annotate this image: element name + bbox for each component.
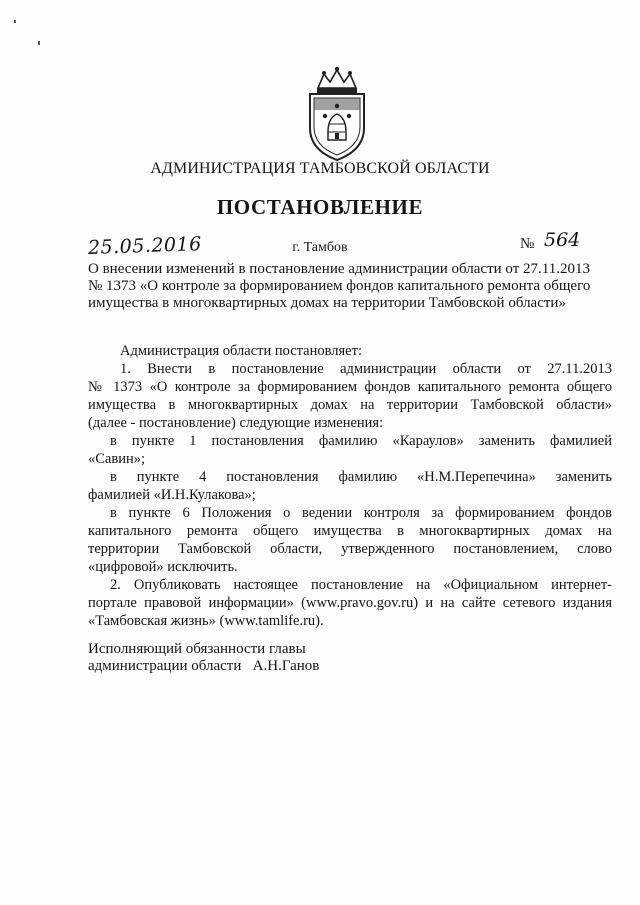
coat-of-arms-icon xyxy=(298,66,376,162)
document-body xyxy=(88,342,612,630)
body-line: (далее - постановление) следующие изменения: xyxy=(88,415,384,431)
body-line: «Тамбовская жизнь» (www.tamlife.ru). xyxy=(88,613,324,629)
subject-line: О внесении изменений в постановление администрации области от 27.11.2013 xyxy=(88,261,590,277)
subject-line: имущества в многоквартирных домах на территории Тамбовской области» xyxy=(88,295,566,311)
signature-block xyxy=(88,641,319,675)
body-line: в пункте 4 постановления фамилию «Н.М.Перепечина» заменить xyxy=(110,469,612,485)
signature-position-2: администрации области xyxy=(88,658,242,674)
body-line: фамилией «И.Н.Кулакова»; xyxy=(88,487,256,503)
body-line: в пункте 6 Положения о ведении контроля за формированием фондов xyxy=(110,505,612,521)
signatory-name: А.Н.Ганов xyxy=(252,658,320,674)
number-label: № xyxy=(520,236,535,252)
city: г. Тамбов xyxy=(292,240,348,255)
scan-speck xyxy=(38,41,40,45)
subject-line: № 1373 «О контроле за формированием фондов капитального ремонта общего xyxy=(88,278,591,294)
handwritten-date: 25.05.2016 xyxy=(87,233,203,259)
document-subject xyxy=(88,261,616,312)
body-line: в пункте 1 постановления фамилию «Караулов» заменить фамилией xyxy=(110,433,612,449)
scan-speck xyxy=(14,20,16,23)
body-line: 1. Внести в постановление администрации области от 27.11.2013 xyxy=(120,361,612,377)
body-line: капитального ремонта общего имущества в многоквартирных домах на xyxy=(88,523,612,539)
signature-line2-row xyxy=(88,658,319,675)
handwritten-number: 564 xyxy=(544,229,581,251)
body-line: территории Тамбовской области, утвержденного постановлением, слово xyxy=(88,541,612,557)
body-line: «цифровой» исключить. xyxy=(88,559,238,575)
body-line: портале правовой информации» (www.pravo.gov.ru) и на сайте сетевого издания xyxy=(88,595,612,611)
preamble: Администрация области постановляет: xyxy=(120,343,362,359)
body-line: «Савин»; xyxy=(88,451,146,467)
body-line: № 1373 «О контроле за формированием фондов капитального ремонта общего xyxy=(88,379,612,395)
body-line: 2. Опубликовать настоящее постановление на «Официальном интернет- xyxy=(110,577,612,593)
body-line: имущества в многоквартирных домах на территории Тамбовской области» xyxy=(88,397,612,413)
document-type-title: ПОСТАНОВЛЕНИЕ xyxy=(216,195,424,219)
organization-name: АДМИНИСТРАЦИЯ ТАМБОВСКОЙ ОБЛАСТИ xyxy=(150,160,490,177)
signature-position: Исполняющий обязанности главы xyxy=(88,641,306,657)
